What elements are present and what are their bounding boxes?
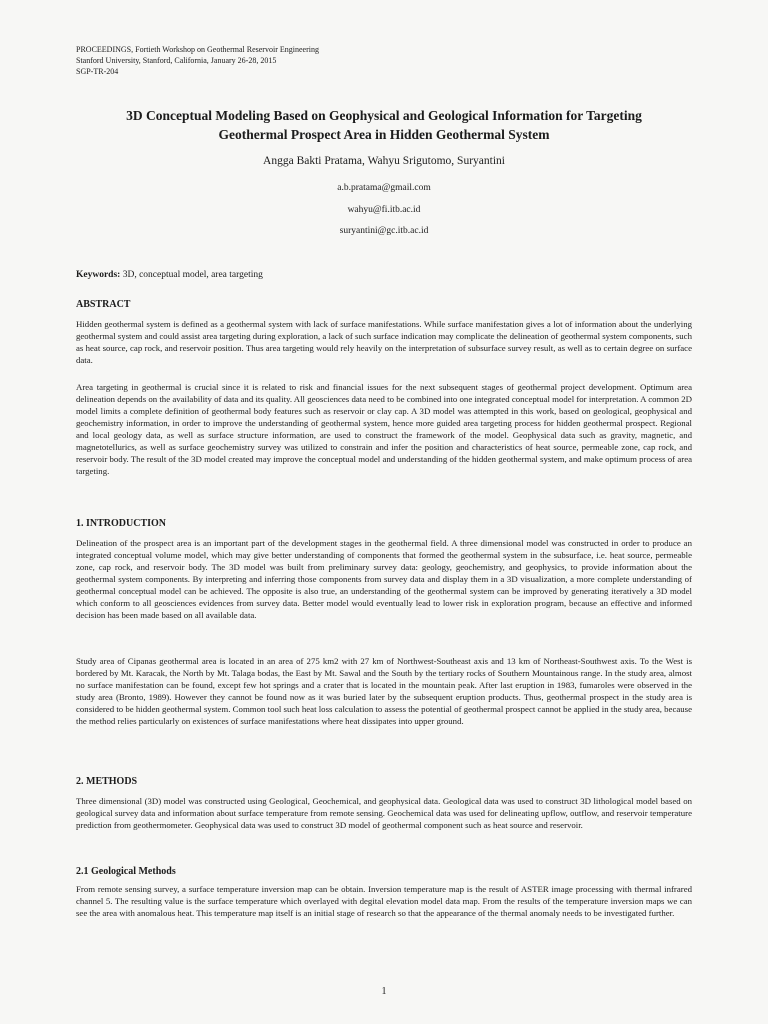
header-line: Stanford University, Stanford, California, January 26-28, 2015 (76, 56, 277, 65)
title-line: Geothermal Prospect Area in Hidden Geothermal System (218, 127, 550, 142)
header-line: PROCEEDINGS, Fortieth Workshop on Geothermal Reservoir Engineering (76, 45, 319, 54)
abstract-paragraph: Hidden geothermal system is defined as a geothermal system with lack of surface manifestations. While surface manifestation gives a lot of information about the underlying geothermal system and could assist area targeting during exploration, a lack of such surface indication may complicate the delineation of geothermal system components, such as heat source, cap rock, and reservoir position. Thus area targeting would rely heavily on the interpretation of subsurface survey result, as well as to certain degree on surface data. (76, 319, 692, 365)
body-paragraph: From remote sensing survey, a surface temperature inversion map can be obtain. Inversion temperature map is the result of ASTER image processing with thermal infrared channel 5. The resulting value is the surface temperature which overlayed with degital elevation model data map. From the results of the temperature inversion maps we can see the area with anomalous heat. This temperature map itself is an initial stage of research so that the appearance of the thermal anomaly needs to be investigated further. (76, 884, 692, 918)
subsection-heading: 2.1 Geological Methods (76, 866, 176, 877)
section-heading: 1. INTRODUCTION (76, 518, 167, 529)
abstract-heading: ABSTRACT (76, 299, 131, 310)
keywords-text: 3D, conceptual model, area targeting (120, 270, 263, 280)
author-email: a.b.pratama@gmail.com (337, 183, 431, 193)
keywords-label: Keywords: (76, 270, 121, 280)
authors: Angga Bakti Pratama, Wahyu Srigutomo, Suryantini (263, 155, 505, 167)
title-line: 3D Conceptual Modeling Based on Geophysical and Geological Information for Targeting (126, 108, 642, 123)
paper-title (60, 106, 708, 144)
header-line: SGP-TR-204 (76, 67, 119, 76)
author-email: suryantini@gc.itb.ac.id (339, 226, 429, 236)
proceedings-header (76, 44, 319, 77)
page-number: 1 (381, 986, 387, 997)
author-email: wahyu@fi.itb.ac.id (347, 205, 421, 215)
body-paragraph: Delineation of the prospect area is an important part of the development stages in the geothermal field. A three dimensional model was constructed in order to produce an integrated conceptual volume model, which may give better understanding of components that formed the geothermal system in the subsurface, i.e. heat source, permeable zone, cap rock, and reservoir body. The 3D model was built from preliminary survey data: geology, geochemistry, and geophysics, to provide information about the geothermal system components. By interpreting and inferring those components from survey data and display them in a 3D visualization, a more complete understanding of geothermal conceptual model can be achieved. The opposite is also true, an understanding of the geothermal system can be improved by generating iteratively a 3D model which conform to all geosciences evidences from survey data. Better model would eventually lead to lower risk in exploration program, because an effective and informed decision has been made based on all available data. (76, 538, 692, 620)
body-paragraph: Study area of Cipanas geothermal area is located in an area of 275 km2 with 27 km of Northwest-Southeast axis and 13 km of Northeast-Southwest axis. To the West is bordered by Mt. Karacak, the North by Mt. Talaga bodas, the East by Mt. Sawal and the South by the tertiary rocks of Southern Mountainous range. In the study area, almost no surface manifestation can be found, except few hot springs and a crater that is located in the mountain peak. After last eruption in 1983, fumaroles were observed in the study area (Bronto, 1989). However they cannot be found now as it was buried later by the subsequent eruption products. Thus, geothermal prospect in the study area is considered to be hidden geothermal system. Common tool such heat loss calculation to assess the potential of geothermal prospect cannot be applied in the study area, because the method relies particularly on existences of surface manifestations where heat dissipates into upper ground. (76, 656, 692, 726)
body-paragraph: Three dimensional (3D) model was constructed using Geological, Geochemical, and geophysical data. Geological data was used to construct 3D lithological model based on geological survey data and information about surface temperature from remote sensing. Geochemical data was used for delineating upflow, outflow, and reservoir temperature prediction from geothermometer. Geophysical data was used to construct 3D model of geothermal component such as heat source and reservoir. (76, 796, 692, 830)
keywords (76, 270, 263, 280)
abstract-paragraph: Area targeting in geothermal is crucial since it is related to risk and financial issues for the next subsequent stages of geothermal project development. Optimum area delineation depends on the availability of data and its quality. All geosciences data need to be combined into one integrated conceptual model for interpretation. A common 2D model limits a complete definition of geothermal body features such as reservoir or clay cap. A 3D model was attempted in this work, based on geological, geophysical and geochemistry information, in order to improve the understanding of geothermal system, hence more guided area targeting process for hidden geothermal prospect. Regional and local geology data, as well as surface structure information, are used to construct the framework of the model. Geophysical data such as gravity, magnetic, and magnetotellurics, as well as surface geochemistry survey was utilized to constrain and infer the position and characteristics of heat source, permeable zone, cap rock, and reservoir body. The result of the 3D model created may improve the conceptual model and understanding of the hidden geothermal system, and make optimum process of area targeting. (76, 382, 692, 476)
section-heading: 2. METHODS (76, 776, 138, 787)
